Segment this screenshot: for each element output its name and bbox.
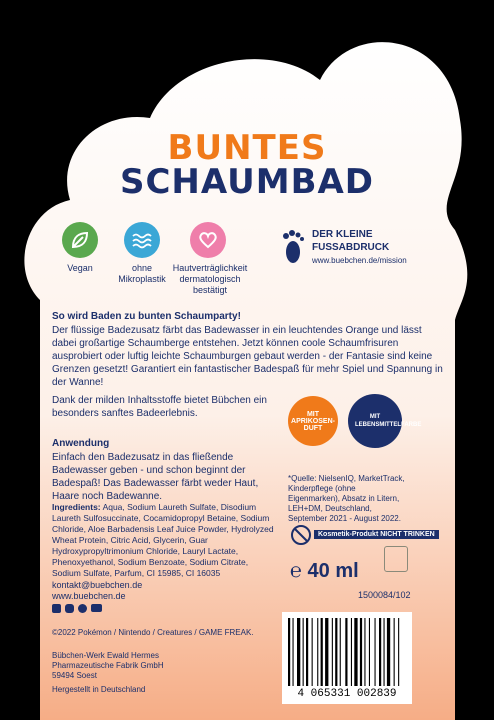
apricot-seal-line3: DUFT <box>303 424 323 432</box>
barcode-bar <box>317 618 318 686</box>
barcode-bar <box>306 618 308 686</box>
food-color-seal <box>348 394 422 448</box>
warning-text: Kosmetik-Produkt NICHT TRINKEN <box>318 531 435 538</box>
vegan-badge <box>62 222 98 258</box>
usage-heading: Anwendung <box>52 438 110 449</box>
footprint-line2: FUSSABDRUCK <box>312 242 390 253</box>
barcode-bar <box>351 618 352 686</box>
waves-icon <box>131 229 153 251</box>
ingredients-block <box>52 502 278 579</box>
recycle-icon <box>384 546 408 572</box>
vegan-label: Vegan <box>67 263 93 273</box>
barcode-bar <box>360 618 362 686</box>
food-color-seal-text: MIT LEBENSMITTELFARBE <box>355 414 422 428</box>
made-in: Hergestellt in Deutschland <box>52 685 146 694</box>
microplastic-label: ohne Mikroplastik <box>118 263 166 284</box>
copyright: ©2022 Pokémon / Nintendo / Creatures / GAME FREAK. <box>52 628 254 637</box>
barcode-bar <box>394 618 395 686</box>
barcode-bar <box>379 618 381 686</box>
barcode-number: 4 065331 002839 <box>297 688 397 700</box>
company-line2: Pharmazeutische Fabrik GmbH <box>52 661 164 670</box>
social-icons <box>52 604 102 613</box>
ingredients-text: Aqua, Sodium Laureth Sulfate, Disodium Laureth Sulfosuccinate, Cocamidopropyl Betaine, Sodium Chloride, Aloe Barbadensis Leaf Juice Powder, Hydrolyzed Wheat Protein, Citric Acid, Glycerin, Guar Hydroxypropyltrimonium Chloride, Lauryl Lactate, Phenoxyethanol, Sodium Benzoate, Sodium Citrate, Sodium Sulfate, Parfum, CI 15985, CI 16035 <box>52 502 274 578</box>
batch: 1500084/102 <box>358 590 411 600</box>
barcode-bar <box>332 618 333 686</box>
barcode-bars <box>286 618 408 686</box>
barcode-bar <box>335 618 337 686</box>
barcode-bar <box>340 618 341 686</box>
barcode-bar <box>354 618 357 686</box>
title-line2: SCHAUMBAD <box>119 162 375 202</box>
heading: So wird Baden zu bunten Schaumparty! <box>52 311 241 322</box>
barcode-bar <box>293 618 294 686</box>
skin-label: Hautverträglichkeit dermatologisch bestätigt <box>172 263 248 295</box>
barcode-bar <box>325 618 328 686</box>
title-line1: BUNTES <box>167 128 327 168</box>
barcode-bar <box>345 618 347 686</box>
instagram-icon[interactable] <box>65 604 74 613</box>
paragraph1: Der flüssige Badezusatz färbt das Badewasser in ein leuchtendes Orange und lässt dabei großartige Schaumberge entstehen. Jetzt können coole Schaumfrisuren ausprobiert oder luftig leichte Schaumburgen gebaut werden - der Fantasie sind keine Grenzen gesetzt! Garantiert ein fantastischer Badespaß für mehr Spiel und Spannung in der Wanne! <box>52 325 443 388</box>
barcode-bar <box>312 618 313 686</box>
footprint-url[interactable]: www.buebchen.de/mission <box>312 256 407 265</box>
apricot-seal-line2: APRIKOSEN- <box>291 417 335 425</box>
source-note: *Quelle: NielsenIQ, MarketTrack, Kinderpflege (ohne Eigenmarken), Absatz in Litern, LEH+DM, Deutschland, September 2021 - August 2022. <box>288 474 405 523</box>
barcode-bar <box>369 618 370 686</box>
no-drink-icon <box>290 524 312 546</box>
facebook-icon[interactable] <box>52 604 61 613</box>
contact-web[interactable]: www.buebchen.de <box>52 591 126 601</box>
barcode-bar <box>321 618 323 686</box>
paragraph2: Dank der milden Inhaltsstoffe bietet Bübchen ein besonders sanftes Badeerlebnis. <box>52 395 267 419</box>
barcode-bar <box>303 618 304 686</box>
barcode-bar <box>398 618 399 686</box>
barcode-bar <box>375 618 376 686</box>
leaf-icon <box>69 229 91 251</box>
barcode-bar <box>384 618 385 686</box>
apricot-seal-line1: MIT <box>306 410 320 418</box>
contact-email[interactable]: kontakt@buebchen.de <box>52 580 143 590</box>
company-line3: 59494 Soest <box>52 671 97 680</box>
footprint-icon <box>278 226 308 266</box>
heart-icon <box>197 229 219 251</box>
volume: ℮ 40 ml <box>290 560 359 582</box>
barcode-bar <box>364 618 365 686</box>
pinterest-icon[interactable] <box>78 604 87 613</box>
company-line1: Bübchen-Werk Ewald Hermes <box>52 651 160 660</box>
footprint-line1: DER KLEINE <box>312 229 373 240</box>
barcode-bar <box>387 618 390 686</box>
youtube-icon[interactable] <box>91 604 102 612</box>
ingredients-label: Ingredients: <box>52 502 101 512</box>
microplastic-badge <box>124 222 160 258</box>
barcode-bar <box>297 618 300 686</box>
barcode-bar <box>288 618 290 686</box>
apricot-seal <box>288 396 338 446</box>
barcode-box <box>282 612 412 704</box>
skin-badge <box>190 222 226 258</box>
usage-text: Einfach den Badezusatz in das fließende Badewasser geben - und schon beginnt der Badespaß! Das Badewasser färbt weder Haut, Haare noch Badewanne. <box>52 452 259 502</box>
warning-box <box>314 530 439 539</box>
